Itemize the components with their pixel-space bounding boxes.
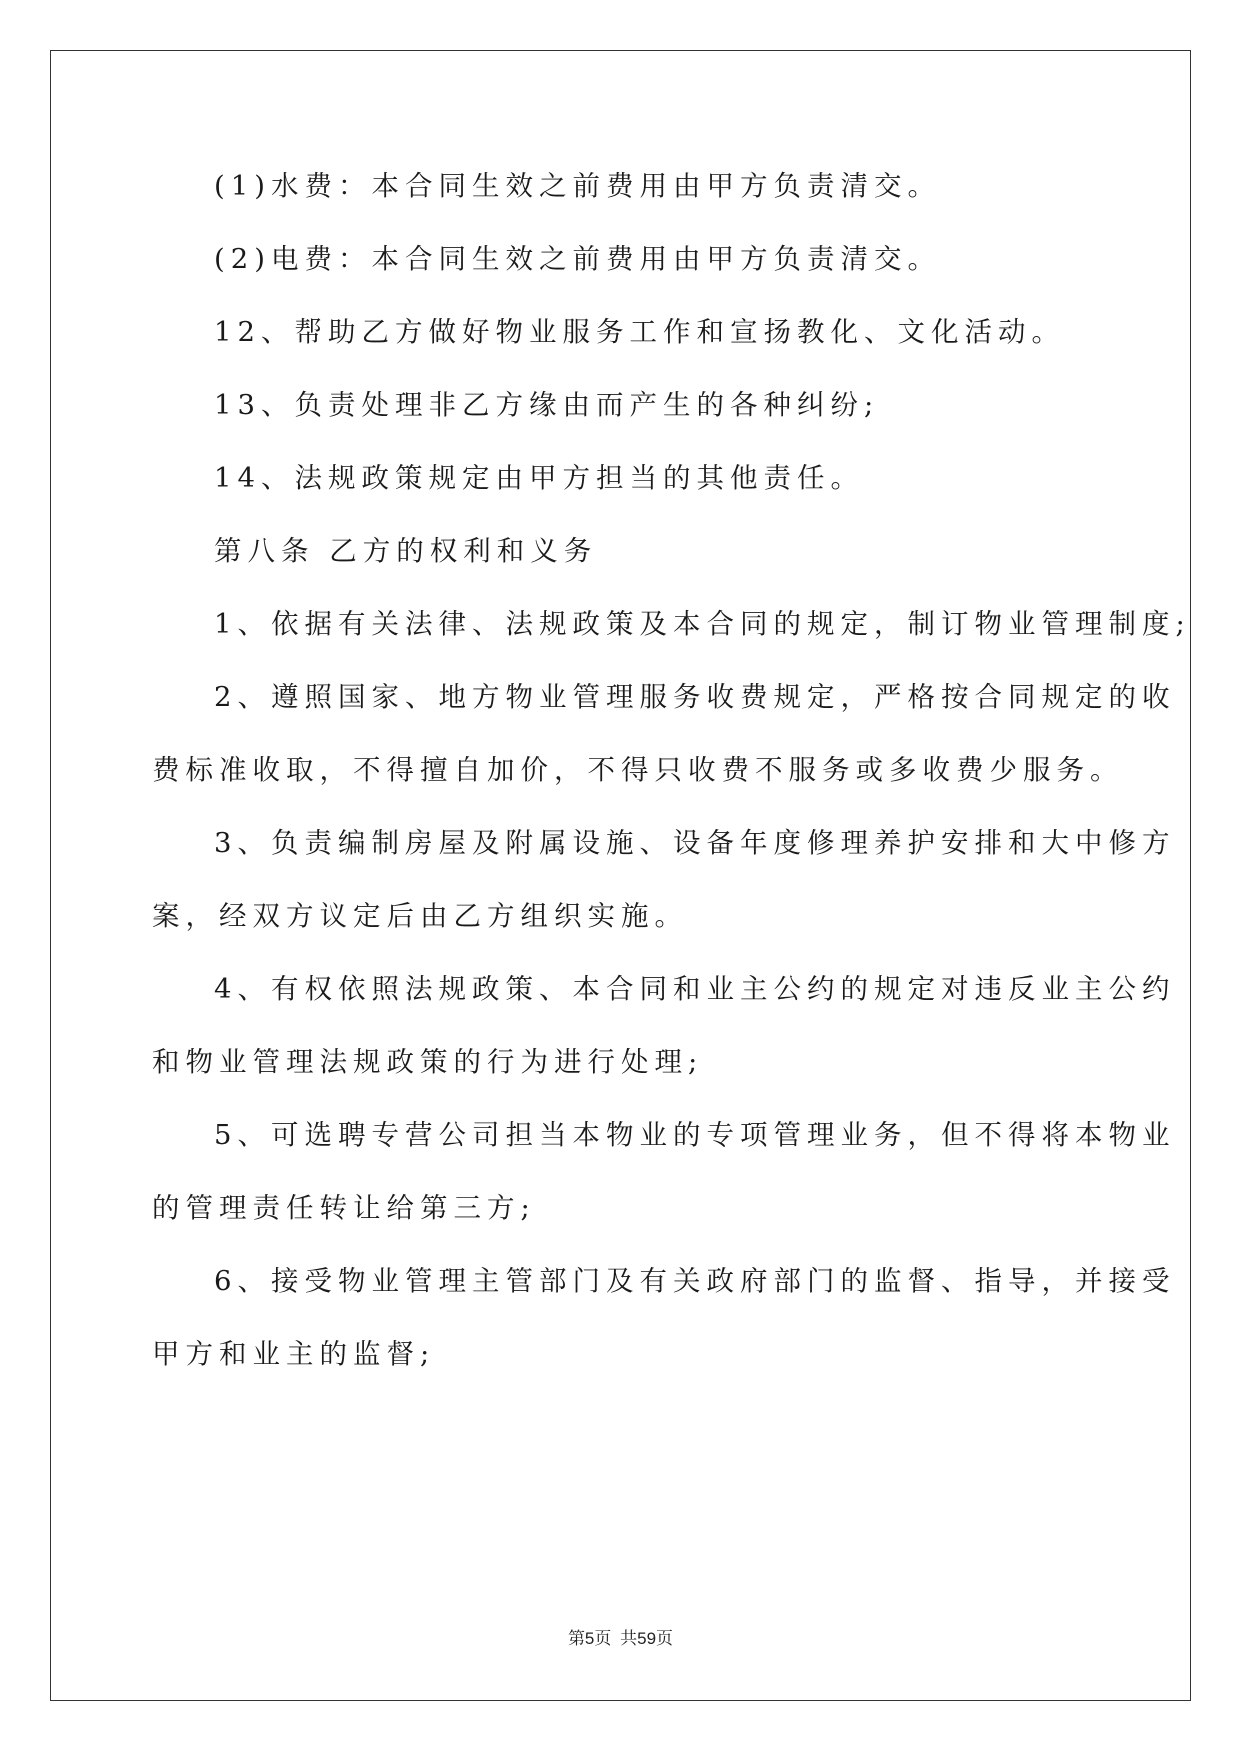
text-line: 1、依据有关法律、法规政策及本合同的规定，制订物业管理制度; [214, 608, 1191, 640]
text-line: 3、负责编制房屋及附属设施、设备年度修理养护安排和大中修方 [214, 827, 1176, 859]
total-pages: 共59页 [620, 1629, 674, 1648]
text-line: (1)水费：本合同生效之前费用由甲方负责清交。 [214, 170, 941, 202]
text-line: 6、接受物业管理主管部门及有关政府部门的监督、指导，并接受 [214, 1265, 1176, 1297]
text-line: 甲方和业主的监督; [152, 1338, 436, 1370]
text-line: 5、可选聘专营公司担当本物业的专项管理业务，但不得将本物业 [214, 1119, 1176, 1151]
page-border [50, 50, 1191, 1701]
page-number: 第5页 [567, 1629, 612, 1648]
text-line: (2)电费：本合同生效之前费用由甲方负责清交。 [214, 243, 941, 275]
text-line: 2、遵照国家、地方物业管理服务收费规定，严格按合同规定的收 [214, 681, 1176, 713]
text-line: 和物业管理法规政策的行为进行处理; [152, 1046, 704, 1078]
text-line: 的管理责任转让给第三方; [152, 1192, 536, 1224]
text-line: 13、负责处理非乙方缘由而产生的各种纠纷; [214, 389, 880, 421]
page-footer [0, 1624, 1241, 1649]
text-line: 费标准收取，不得擅自加价，不得只收费不服务或多收费少服务。 [152, 754, 1124, 786]
text-line: 案，经双方议定后由乙方组织实施。 [152, 900, 688, 932]
text-line: 12、帮助乙方做好物业服务工作和宣扬教化、文化活动。 [214, 316, 1065, 348]
section-heading: 第八条 乙方的权利和义务 [214, 535, 598, 567]
text-line: 14、法规政策规定由甲方担当的其他责任。 [214, 462, 864, 494]
text-line: 4、有权依照法规政策、本合同和业主公约的规定对违反业主公约 [214, 973, 1176, 1005]
